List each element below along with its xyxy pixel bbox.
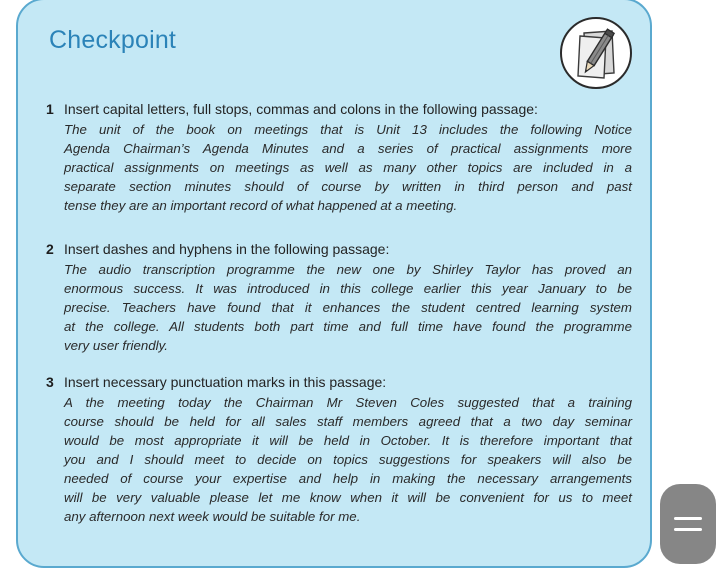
- passage-line: course should be held for all sales staff members agreed that a two day seminar: [64, 414, 632, 429]
- passage-line: at the college. All students both part time and full time have found the programme: [64, 319, 632, 334]
- question-instruction: Insert capital letters, full stops, commas and colons in the following passage:: [64, 101, 538, 117]
- passage-line: A the meeting today the Chairman Mr Steven Coles suggested that a training: [64, 395, 632, 410]
- pencil-icon: [558, 15, 634, 91]
- question-3: [46, 373, 632, 526]
- passage-line: needed of course your expertise and help in making the necessary arrangements: [64, 471, 632, 486]
- passage-line: would be most appropriate it will be held in October. It is therefore important that: [64, 433, 632, 448]
- question-passage: [64, 120, 632, 215]
- checkpoint-box: [16, 0, 652, 568]
- scroll-handle-button[interactable]: [660, 484, 716, 564]
- passage-line: tense they are an important record of what happened at a meeting.: [64, 198, 458, 213]
- question-instruction: Insert necessary punctuation marks in this passage:: [64, 374, 387, 390]
- question-passage: [64, 393, 632, 526]
- checkpoint-title: Checkpoint: [49, 26, 177, 54]
- passage-line: very user friendly.: [64, 338, 168, 353]
- passage-line: any afternoon next week would be suitable for me.: [64, 509, 361, 524]
- question-number: 3: [46, 374, 54, 390]
- passage-line: Agenda Chairman’s Agenda Minutes and a series of practical assignments more: [64, 141, 632, 156]
- passage-line: The audio transcription programme the new one by Shirley Taylor has proved an: [64, 262, 632, 277]
- question-passage: [64, 260, 632, 355]
- passage-line: The unit of the book on meetings that is Unit 13 includes the following Notice: [64, 122, 632, 137]
- question-2: [46, 240, 632, 355]
- passage-line: separate section minutes should of course by written in third person and past: [64, 179, 632, 194]
- passage-line: precise. Teachers have found that it enhances the student centred learning system: [64, 300, 632, 315]
- passage-line: will be very valuable please let me know when it will be convenient for us to meet: [64, 490, 632, 505]
- passage-line: you and I should meet to decide on topics suggestions for speakers will also be: [64, 452, 632, 467]
- question-instruction: Insert dashes and hyphens in the following passage:: [64, 241, 390, 257]
- passage-line: practical assignments on meetings as well as many other topics are included in a: [64, 160, 632, 175]
- question-number: 1: [46, 101, 54, 117]
- question-number: 2: [46, 241, 54, 257]
- question-1: [46, 100, 632, 215]
- passage-line: enormous success. It was introduced in this college earlier this year January to be: [64, 281, 632, 296]
